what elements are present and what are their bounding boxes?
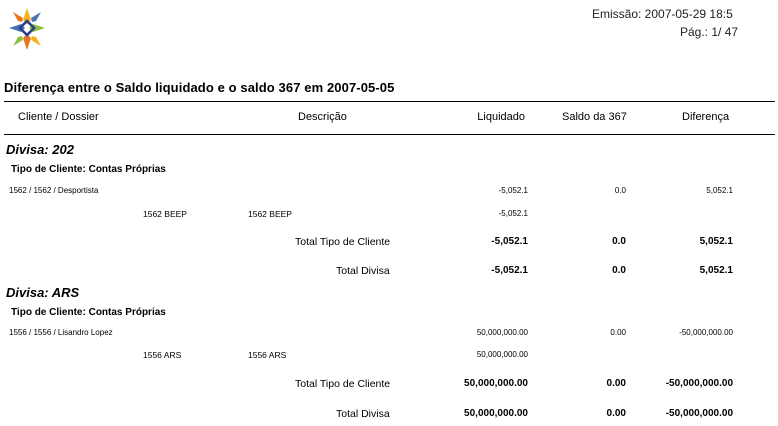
column-header-liquidado: Liquidado — [477, 111, 525, 123]
total-divisa-label: Total Divisa — [336, 265, 390, 277]
total-tipo-diferenca: 5,052.1 — [699, 236, 733, 247]
total-divisa-liquidado: -5,052.1 — [491, 265, 528, 276]
company-logo — [7, 6, 47, 52]
header-top-rule — [4, 101, 775, 102]
header-bottom-rule — [4, 134, 775, 135]
column-header-cliente: Cliente / Dossier — [18, 111, 99, 123]
logo-star-icon — [9, 8, 45, 50]
column-header-saldo367: Saldo da 367 — [562, 111, 627, 123]
detail-row-code: 1562 BEEP — [143, 209, 187, 219]
section-divisa-heading: Divisa: 202 — [6, 142, 74, 157]
client-row-name: 1556 / 1556 / Lisandro Lopez — [9, 328, 113, 337]
total-tipo-liquidado: 50,000,000.00 — [464, 378, 528, 389]
detail-row-description: 1556 ARS — [248, 350, 287, 360]
column-header-descricao: Descrição — [298, 111, 347, 123]
detail-row-liquidado: 50,000,000.00 — [476, 350, 528, 359]
total-divisa-diferenca: -50,000,000.00 — [665, 408, 733, 419]
detail-row-code: 1556 ARS — [143, 350, 182, 360]
total-divisa-saldo: 0.00 — [606, 408, 626, 419]
column-header-diferenca: Diferença — [682, 111, 730, 123]
total-divisa-liquidado: 50,000,000.00 — [464, 408, 528, 419]
client-row-diferenca: -50,000,000.00 — [679, 328, 733, 337]
page-number: Pág.: 1/ 47 — [680, 25, 739, 39]
section-tipo-heading: Tipo de Cliente: Contas Próprias — [11, 307, 166, 318]
total-tipo-label: Total Tipo de Cliente — [295, 236, 391, 248]
client-row-name: 1562 / 1562 / Desportista — [9, 186, 99, 195]
total-divisa-label: Total Divisa — [336, 408, 390, 420]
detail-row-description: 1562 BEEP — [248, 209, 292, 219]
total-tipo-label: Total Tipo de Cliente — [295, 378, 391, 390]
client-row-liquidado: -5,052.1 — [498, 186, 528, 195]
client-row-diferenca: 5,052.1 — [706, 186, 733, 195]
client-row-saldo: 0.0 — [614, 186, 626, 195]
section-divisa-heading: Divisa: ARS — [6, 285, 80, 300]
report-title: Diferença entre o Saldo liquidado e o saldo 367 em 2007-05-05 — [4, 80, 395, 95]
total-tipo-saldo: 0.0 — [612, 236, 626, 247]
client-row-liquidado: 50,000,000.00 — [476, 328, 528, 337]
detail-row-liquidado: -5,052.1 — [498, 209, 528, 218]
emission-date: Emissão: 2007-05-29 18:5 — [592, 7, 733, 21]
total-tipo-saldo: 0.00 — [606, 378, 626, 389]
total-tipo-liquidado: -5,052.1 — [491, 236, 528, 247]
total-divisa-diferenca: 5,052.1 — [699, 265, 733, 276]
total-tipo-diferenca: -50,000,000.00 — [665, 378, 733, 389]
client-row-saldo: 0.00 — [610, 328, 626, 337]
total-divisa-saldo: 0.0 — [612, 265, 626, 276]
section-tipo-heading: Tipo de Cliente: Contas Próprias — [11, 164, 166, 175]
